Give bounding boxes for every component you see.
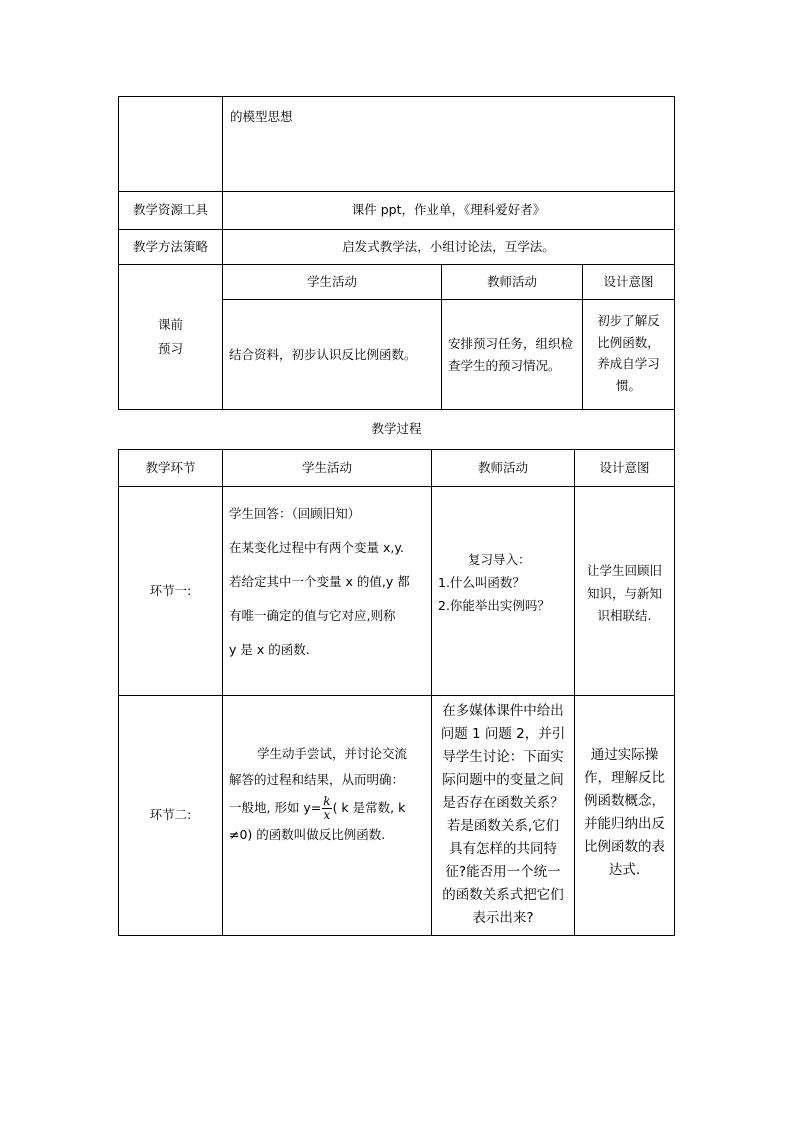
process-header-teacher: 教师活动 <box>477 459 528 475</box>
segment1-student: 学生回答：（回顾旧知） 在某变化过程中有两个变量 x,y. 若给定其中一个变量 x 的值,y 都 有唯一确定的值与它对应,则称 y 是 x 的函数. <box>229 506 410 657</box>
preview-header-teacher: 教师活动 <box>486 273 537 289</box>
formula-line: 一般地, 形如 y= $\frac{k}{x}$ ( k 是常数, k <box>229 794 406 822</box>
grid-line <box>222 449 223 936</box>
segment2-student: 学生动手尝试，并讨论交流 解答的过程和结果，从而明确： 一般地, 形如 y= $\frac{k}{x}$ ( k 是常数, k ≠0) 的函数叫做反比例函数. <box>229 741 429 848</box>
resources-value: 课件 ppt，作业单，《理科爱好者》 <box>351 202 546 218</box>
segment1-teacher: 复习导入： 1.什么叫函数？ 2.你能举出实例吗？ <box>438 552 550 614</box>
segment1-label: 环节一: <box>149 582 192 598</box>
top-row-content <box>230 108 670 127</box>
segment1-intent: 让学生回顾旧 知识，与新知 识相联结. <box>586 563 662 623</box>
resources-label: 教学资源工具 <box>132 202 208 218</box>
segment2-label: 环节二: <box>149 807 192 823</box>
process-header-segment: 教学环节 <box>145 459 196 475</box>
preview-header-intent: 设计意图 <box>603 273 654 289</box>
grid-line <box>118 935 675 936</box>
process-header-intent: 设计意图 <box>599 459 650 475</box>
top-row-text: 的模型思想 <box>230 109 293 124</box>
segment2-intent: 通过实际操 作，理解反比 例函数概念， 并能归纳出反 比例函数的表 达式. <box>584 747 665 878</box>
segment2-teacher: 在多媒体课件中给出 问题 1 问题 2，并引 导学生讨论：下面实 际问题中的变量之间 是否存在函数关系？ 若是函数关系,它们 具有怎样的共同特 征?能否用一个统一 的函数关系式把它们 表示出来? <box>440 703 566 926</box>
preview-teacher: 安排预习任务，组织检查学生的预习情况。 <box>448 335 574 373</box>
preview-label: 课前 预习 <box>157 317 183 356</box>
methods-value: 启发式教学法，小组讨论法，互学法。 <box>342 238 555 254</box>
process-title: 教学过程 <box>371 421 422 437</box>
methods-label: 教学方法策略 <box>132 238 208 254</box>
preview-intent: 初步了解反 比例函数， 养成自学习 惯。 <box>597 313 660 393</box>
preview-student: 结合资料，初步认识反比例函数。 <box>229 346 417 362</box>
grid-line <box>118 96 675 97</box>
fraction-k-over-x: $\frac{k}{x}$ <box>323 794 331 822</box>
grid-line <box>674 96 675 936</box>
preview-header-student: 学生活动 <box>306 273 357 289</box>
process-header-student: 学生活动 <box>301 459 352 475</box>
